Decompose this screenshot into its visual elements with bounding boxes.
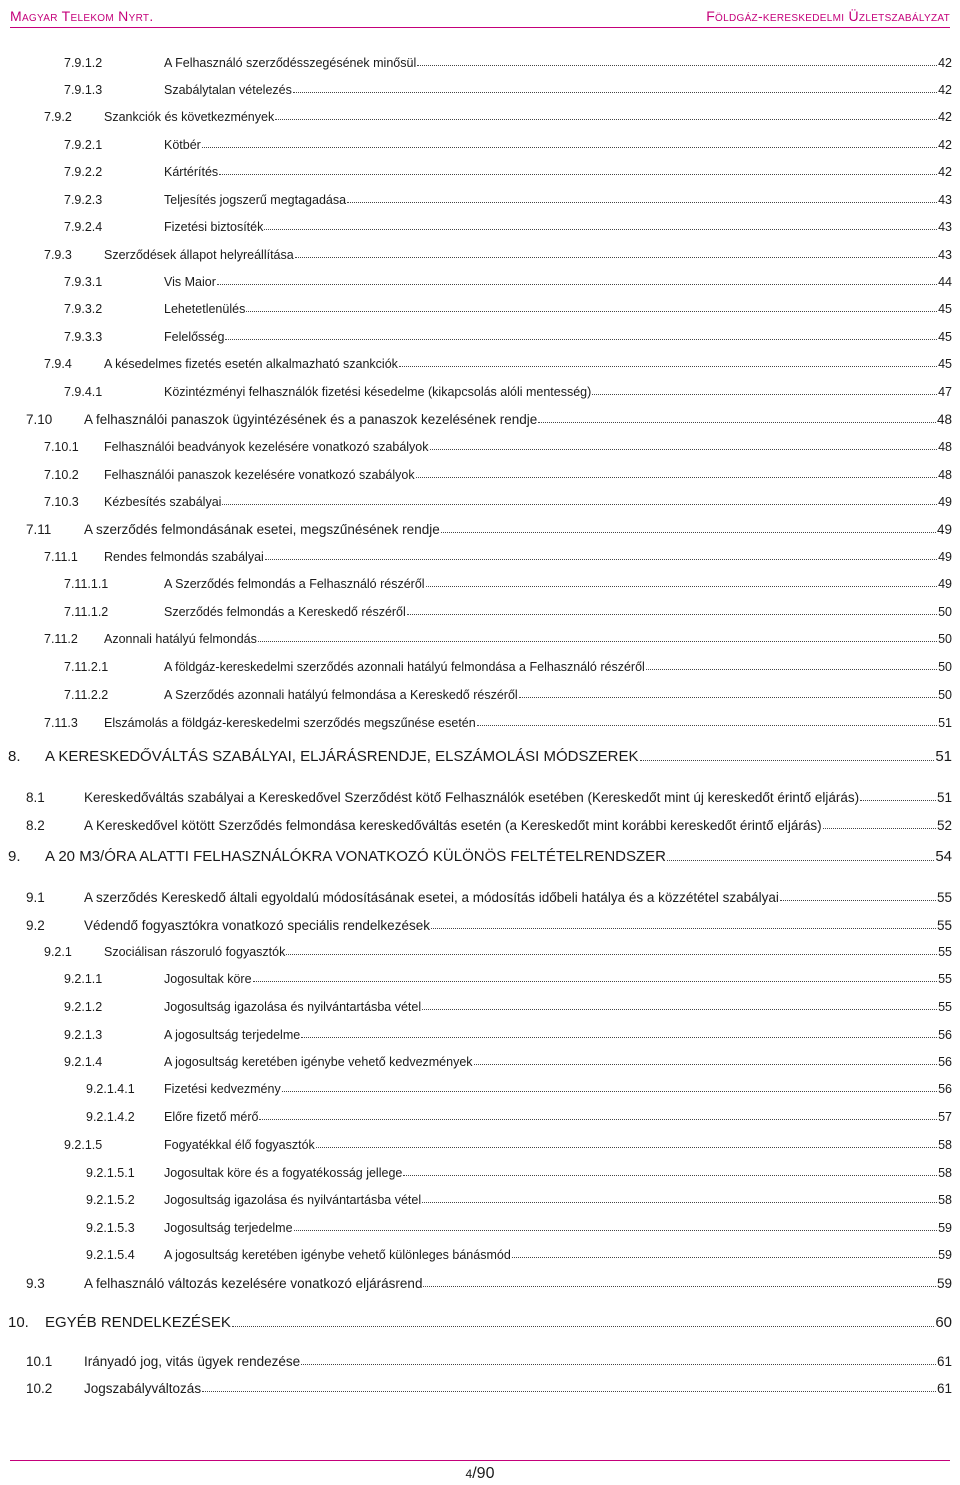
toc-entry-page: 43 (938, 248, 952, 262)
toc-entry-page: 58 (938, 1193, 952, 1207)
toc-entry[interactable] (44, 110, 952, 124)
toc-entry[interactable] (64, 1055, 952, 1069)
toc-entry[interactable] (86, 1193, 952, 1207)
toc-entry-title: A jogosultság terjedelme (164, 1028, 301, 1042)
toc-entry[interactable] (64, 83, 952, 97)
toc-entry[interactable] (44, 945, 952, 959)
toc-entry-number: 9.2.1.3 (64, 1028, 103, 1042)
toc-entry[interactable] (64, 385, 952, 399)
toc-entry-title: A földgáz-kereskedelmi szerződés azonnali hatályú felmondása a Felhasználó részéről (164, 660, 645, 674)
toc-entry-leader (294, 1230, 938, 1231)
toc-entry-page: 52 (936, 818, 952, 833)
toc-entry-number: 9.2.1.4.1 (86, 1082, 135, 1096)
toc-entry-leader (246, 311, 937, 312)
toc-entry-title: Jogosultság terjedelme (164, 1221, 293, 1235)
toc-entry-title: Jogszabályváltozás (84, 1381, 202, 1396)
toc-entry[interactable] (64, 330, 952, 344)
toc-entry-title: A 20 M3/ÓRA ALATTI FELHASZNÁLÓKRA VONATKOZÓ KÜLÖNÖS FELTÉTELRENDSZER (45, 848, 666, 865)
toc-entry-leader (417, 65, 937, 66)
toc-entry[interactable] (26, 790, 952, 805)
toc-entry-number: 8. (8, 748, 21, 765)
toc-entry-leader (399, 366, 937, 367)
toc-entry-leader (512, 1257, 937, 1258)
toc-entry-leader (477, 725, 937, 726)
toc-entry[interactable] (8, 1314, 952, 1331)
toc-entry-number: 7.11.2 (44, 632, 78, 646)
toc-entry-title: Közintézményi felhasználók fizetési késedelme (kikapcsolás alóli mentesség) (164, 385, 592, 399)
toc-entry-title: Felhasználói beadványok kezelésére vonatkozó szabályok (104, 440, 429, 454)
toc-entry[interactable] (26, 818, 952, 833)
toc-entry[interactable] (44, 357, 952, 371)
toc-entry[interactable] (44, 468, 952, 482)
toc-entry-number: 7.10 (26, 412, 53, 427)
toc-entry-leader (430, 449, 938, 450)
page-number: 4 (465, 1467, 473, 1481)
toc-entry[interactable] (26, 1276, 952, 1291)
toc-entry[interactable] (64, 605, 952, 619)
toc-entry-number: 9.2.1.5.1 (86, 1166, 135, 1180)
toc-entry-page: 55 (936, 918, 952, 933)
company-name: Magyar Telekom Nyrt. (10, 8, 154, 24)
toc-entry-title: Szerződések állapot helyreállítása (104, 248, 294, 262)
toc-entry-leader (860, 800, 936, 801)
toc-entry-page: 49 (936, 522, 952, 537)
toc-entry-page: 56 (938, 1055, 952, 1069)
toc-entry-title: A késedelmes fizetés esetén alkalmazható szankciók (104, 357, 398, 371)
toc-entry[interactable] (8, 748, 952, 765)
toc-entry-page: 48 (938, 440, 952, 454)
toc-entry[interactable] (86, 1110, 952, 1124)
toc-entry-title: Kézbesítés szabályai (104, 495, 222, 509)
toc-entry-title: Előre fizető mérő (164, 1110, 259, 1124)
toc-entry-page: 55 (938, 1000, 952, 1014)
toc-entry-number: 9.2.1.5.3 (86, 1221, 135, 1235)
toc-entry-leader (519, 697, 937, 698)
toc-entry-leader (422, 1202, 937, 1203)
toc-entry-leader (316, 1147, 937, 1148)
toc-entry[interactable] (44, 248, 952, 262)
toc-entry-number: 7.9.2 (44, 110, 72, 124)
toc-entry-leader (264, 229, 937, 230)
toc-entry-page: 48 (936, 412, 952, 427)
toc-entry-number: 7.11.1.1 (64, 577, 109, 591)
toc-entry-page: 45 (938, 330, 952, 344)
toc-entry[interactable] (44, 632, 952, 646)
toc-entry-page: 51 (935, 748, 952, 765)
toc-entry-number: 9. (8, 848, 21, 865)
toc-entry-number: 9.2.1.5.4 (86, 1248, 135, 1262)
toc-entry-title: A szerződés Kereskedő általi egyoldalú módosításának esetei, a módosítás időbeli hatálya és a közzététel szabályai (84, 890, 779, 905)
toc-entry[interactable] (64, 56, 952, 70)
toc-entry-page: 58 (938, 1166, 952, 1180)
toc-entry-leader (441, 532, 936, 533)
toc-entry-title: Irányadó jog, vitás ügyek rendezése (84, 1354, 301, 1369)
toc-entry-title: A KERESKEDŐVÁLTÁS SZABÁLYAI, ELJÁRÁSRENDJE, ELSZÁMOLÁSI MÓDSZEREK (45, 748, 639, 765)
toc-entry-page: 42 (938, 110, 952, 124)
toc-entry-title: Kötbér (164, 138, 201, 152)
toc-entry-page: 51 (938, 716, 952, 730)
toc-entry[interactable] (86, 1166, 952, 1180)
toc-entry-title: Felelősség (164, 330, 225, 344)
toc-entry-title: Elszámolás a földgáz-kereskedelmi szerződés megszűnése esetén (104, 716, 476, 730)
toc-entry[interactable] (26, 522, 952, 537)
toc-entry-leader (275, 119, 937, 120)
toc-entry-number: 7.11.1.2 (64, 605, 109, 619)
toc-entry-leader (407, 614, 937, 615)
toc-entry-number: 9.2.1.2 (64, 1000, 103, 1014)
toc-entry-number: 9.2.1.5 (64, 1138, 103, 1152)
toc-entry-page: 59 (938, 1248, 952, 1262)
toc-entry[interactable] (26, 1381, 952, 1396)
toc-entry-page: 43 (938, 193, 952, 207)
toc-entry[interactable] (8, 848, 952, 865)
toc-entry[interactable] (64, 660, 952, 674)
toc-entry-title: Felhasználói panaszok kezelésére vonatkozó szabályok (104, 468, 415, 482)
toc-entry-page: 61 (936, 1354, 952, 1369)
toc-entry[interactable] (44, 550, 952, 564)
toc-entry-number: 8.2 (26, 818, 45, 833)
toc-entry-leader (301, 1364, 936, 1365)
toc-entry-leader (232, 1326, 934, 1327)
toc-entry-number: 7.10.3 (44, 495, 79, 509)
toc-entry-title: Szerződés felmondás a Kereskedő részéről (164, 605, 406, 619)
toc-entry-page: 42 (938, 83, 952, 97)
toc-entry-leader (217, 284, 937, 285)
toc-entry-number: 7.11.2.2 (64, 688, 109, 702)
toc-entry-number: 9.2.1.4.2 (86, 1110, 135, 1124)
toc-entry-page: 49 (938, 550, 952, 564)
toc-entry-number: 7.11.3 (44, 716, 78, 730)
toc-entry[interactable] (26, 1354, 952, 1369)
toc-entry-page: 49 (938, 577, 952, 591)
toc-entry-number: 7.9.3 (44, 248, 72, 262)
toc-entry-page: 47 (938, 385, 952, 399)
toc-entry-page: 56 (938, 1082, 952, 1096)
toc-entry-number: 7.9.2.3 (64, 193, 103, 207)
toc-entry-leader (225, 339, 937, 340)
toc-entry-title: Jogosultak köre (164, 972, 252, 986)
toc-entry-page: 50 (938, 688, 952, 702)
toc-entry-leader (667, 860, 934, 861)
toc-entry-number: 7.10.1 (44, 440, 79, 454)
toc-entry-title: EGYÉB RENDELKEZÉSEK (45, 1314, 231, 1331)
toc-entry[interactable] (64, 688, 952, 702)
toc-entry-leader (640, 760, 935, 761)
toc-entry-title: Kereskedőváltás szabályai a Kereskedővel Szerződést kötő Felhasználók esetében (Kereskedőt mint új kereskedőt érintő eljárás) (84, 790, 860, 805)
toc-entry-number: 7.9.3.3 (64, 330, 103, 344)
toc-entry-number: 7.11 (26, 522, 52, 537)
toc-entry-number: 7.11.2.1 (64, 660, 109, 674)
toc-entry-leader (258, 641, 937, 642)
toc-entry-page: 54 (935, 848, 952, 865)
toc-entry-leader (301, 1037, 937, 1038)
toc-entry[interactable] (64, 193, 952, 207)
toc-entry-title: A Kereskedővel kötött Szerződés felmondása kereskedőváltás esetén (a Kereskedőt mint korábbi kereskedőt érintő eljárás) (84, 818, 822, 833)
toc-entry-leader (202, 147, 937, 148)
toc-entry-number: 8.1 (26, 790, 45, 805)
toc-entry[interactable] (64, 1138, 952, 1152)
toc-entry-page: 55 (938, 945, 952, 959)
toc-entry-title: A szerződés felmondásának esetei, megszűnésének rendje (84, 522, 440, 537)
toc-entry[interactable] (86, 1248, 952, 1262)
toc-entry[interactable] (64, 165, 952, 179)
toc-entry-title: Jogosultak köre és a fogyatékosság jellege (164, 1166, 403, 1180)
toc-entry-page: 51 (936, 790, 952, 805)
page-total: /90 (472, 1465, 495, 1482)
toc-entry-number: 7.9.2.1 (64, 138, 103, 152)
toc-entry-leader (253, 981, 938, 982)
toc-entry-title: Rendes felmondás szabályai (104, 550, 264, 564)
toc-entry-leader (259, 1119, 937, 1120)
toc-entry[interactable] (64, 1028, 952, 1042)
toc-entry-leader (347, 202, 937, 203)
toc-entry-number: 7.9.4.1 (64, 385, 103, 399)
toc-entry-page: 45 (938, 357, 952, 371)
toc-entry-page: 55 (936, 890, 952, 905)
toc-entry-leader (474, 1064, 938, 1065)
toc-entry[interactable] (64, 972, 952, 986)
toc-entry-leader (416, 477, 937, 478)
toc-entry-title: A felhasználó változás kezelésére vonatkozó eljárásrend (84, 1276, 423, 1291)
toc-entry-leader (426, 586, 938, 587)
toc-entry[interactable] (26, 412, 952, 427)
toc-entry-leader (423, 1286, 936, 1287)
toc-entry-title: Jogosultság igazolása és nyilvántartásba vétel (164, 1193, 422, 1207)
toc-entry-leader (222, 504, 937, 505)
toc-entry-page: 57 (938, 1110, 952, 1124)
toc-entry[interactable] (64, 302, 952, 316)
toc-entry-page: 61 (936, 1381, 952, 1396)
toc-entry-number: 9.2.1 (44, 945, 72, 959)
toc-entry-title: Fogyatékkal élő fogyasztók (164, 1138, 315, 1152)
toc-entry[interactable] (26, 890, 952, 905)
toc-entry[interactable] (64, 1000, 952, 1014)
toc-entry[interactable] (86, 1082, 952, 1096)
toc-entry-title: Kártérítés (164, 165, 219, 179)
toc-entry-title: Szabálytalan vételezés (164, 83, 292, 97)
page-footer (10, 1460, 950, 1483)
toc-entry-number: 10. (8, 1314, 29, 1331)
toc-entry-number: 10.1 (26, 1354, 53, 1369)
toc-entry[interactable] (64, 138, 952, 152)
toc-entry[interactable] (64, 275, 952, 289)
toc-entry-number: 9.2.1.4 (64, 1055, 103, 1069)
toc-entry-leader (823, 828, 936, 829)
toc-entry[interactable] (44, 495, 952, 509)
toc-entry-title: A jogosultság keretében igénybe vehető különleges bánásmód (164, 1248, 511, 1262)
toc-entry[interactable] (64, 220, 952, 234)
toc-entry-number: 7.9.3.2 (64, 302, 103, 316)
page-header (10, 0, 950, 28)
toc-entry-page: 55 (938, 972, 952, 986)
toc-entry-title: Azonnali hatályú felmondás (104, 632, 257, 646)
toc-entry-title: A Szerződés felmondás a Felhasználó részéről (164, 577, 425, 591)
toc-entry-leader (780, 900, 936, 901)
toc-entry-title: Lehetetlenülés (164, 302, 246, 316)
toc-entry-title: Védendő fogyasztókra vonatkozó speciális rendelkezések (84, 918, 430, 933)
toc-entry-leader (538, 422, 936, 423)
toc-entry-number: 10.2 (26, 1381, 53, 1396)
toc-entry-title: Fizetési kedvezmény (164, 1082, 281, 1096)
toc-entry-number: 9.2.1.5.2 (86, 1193, 135, 1207)
toc-entry-number: 9.1 (26, 890, 45, 905)
toc-entry-number: 9.2.1.1 (64, 972, 103, 986)
toc-entry-title: Szociálisan rászoruló fogyasztók (104, 945, 286, 959)
toc-entry-title: A Szerződés azonnali hatályú felmondása a Kereskedő részéről (164, 688, 518, 702)
toc-entry-number: 7.9.1.3 (64, 83, 103, 97)
toc-entry-number: 7.9.4 (44, 357, 72, 371)
toc-entry-page: 50 (938, 632, 952, 646)
toc-entry-number: 7.9.3.1 (64, 275, 103, 289)
toc-entry-title: A jogosultság keretében igénybe vehető kedvezmények (164, 1055, 473, 1069)
toc-entry-number: 7.9.2.4 (64, 220, 103, 234)
toc-entry[interactable] (44, 716, 952, 730)
toc-entry-number: 7.10.2 (44, 468, 79, 482)
toc-entry-page: 42 (938, 138, 952, 152)
document-title: Földgáz-kereskedelmi Üzletszabályzat (706, 8, 950, 24)
toc-entry-leader (431, 928, 936, 929)
toc-entry[interactable] (26, 918, 952, 933)
toc-entry-page: 56 (938, 1028, 952, 1042)
toc-entry-page: 49 (938, 495, 952, 509)
toc-entry-title: A felhasználói panaszok ügyintézésének és a panaszok kezelésének rendje (84, 412, 538, 427)
toc-entry-page: 50 (938, 660, 952, 674)
toc-entry-leader (286, 954, 937, 955)
toc-entry-title: A Felhasználó szerződésszegésének minősül (164, 56, 417, 70)
toc-entry-number: 7.11.1 (44, 550, 78, 564)
toc-entry-number: 9.3 (26, 1276, 45, 1291)
toc-entry-page: 42 (938, 56, 952, 70)
toc-entry-page: 50 (938, 605, 952, 619)
toc-entry-page: 48 (938, 468, 952, 482)
toc-entry-number: 7.9.1.2 (64, 56, 103, 70)
toc-entry-title: Vis Maior (164, 275, 216, 289)
toc-entry-page: 59 (936, 1276, 952, 1291)
toc-entry-page: 60 (935, 1314, 952, 1331)
toc-entry-title: Jogosultság igazolása és nyilvántartásba vétel (164, 1000, 422, 1014)
toc-entry-page: 59 (938, 1221, 952, 1235)
toc-entry[interactable] (86, 1221, 952, 1235)
toc-entry-leader (265, 559, 937, 560)
toc-entry-leader (295, 257, 937, 258)
toc-entry-leader (646, 669, 937, 670)
toc-entry-leader (219, 174, 937, 175)
toc-entry-page: 45 (938, 302, 952, 316)
toc-entry[interactable] (64, 577, 952, 591)
toc-entry-page: 58 (938, 1138, 952, 1152)
toc-entry-title: Fizetési biztosíték (164, 220, 264, 234)
toc-entry-title: Teljesítés jogszerű megtagadása (164, 193, 347, 207)
toc-entry-page: 44 (938, 275, 952, 289)
toc-entry-leader (403, 1175, 937, 1176)
toc-entry-page: 42 (938, 165, 952, 179)
toc-entry-title: Szankciók és következmények (104, 110, 275, 124)
toc-entry[interactable] (44, 440, 952, 454)
toc-entry-page: 43 (938, 220, 952, 234)
toc-entry-leader (592, 394, 937, 395)
toc-entry-leader (202, 1391, 936, 1392)
toc-entry-leader (293, 92, 937, 93)
toc-entry-leader (422, 1009, 937, 1010)
toc-entry-number: 9.2 (26, 918, 45, 933)
toc-entry-number: 7.9.2.2 (64, 165, 103, 179)
toc-entry-leader (282, 1091, 937, 1092)
